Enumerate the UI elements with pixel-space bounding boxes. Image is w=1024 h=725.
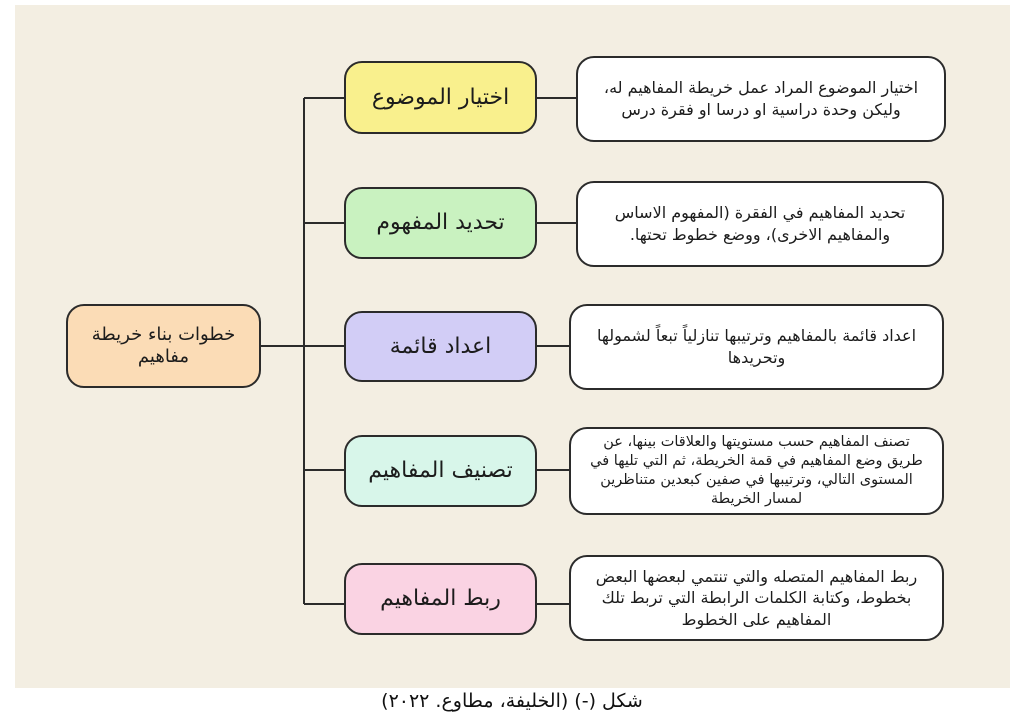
step-label-5: ربط المفاهيم bbox=[380, 586, 501, 612]
step-node-3 bbox=[344, 311, 537, 382]
step-description-4 bbox=[569, 427, 944, 515]
step-description-text-5: ربط المفاهيم المتصله والتي تنتمي لبعضها البعض بخطوط، وكتابة الكلمات الرابطة التي تربط تلك المفاهيم على الخطوط bbox=[595, 566, 918, 629]
step-node-4 bbox=[344, 435, 537, 507]
figure-caption: شكل (-) (الخليفة، مطاوع. ٢٠٢٢) bbox=[381, 690, 643, 712]
step-label-2: تحديد المفهوم bbox=[376, 210, 505, 236]
step-label-3: اعداد قائمة bbox=[389, 333, 492, 359]
step-description-text-3: اعداد قائمة بالمفاهيم وترتيبها تنازلياً تبعاً لشمولها وتحريدها bbox=[596, 326, 917, 367]
step-description-3 bbox=[569, 304, 944, 390]
root-node bbox=[66, 304, 261, 388]
step-description-text-4: تصنف المفاهيم حسب مستويتها والعلاقات بينها، عن طريق وضع المفاهيم في قمة الخريطة، ثم التي تليها في المستوى التالي، وترتيبها في صفين كبعدين متناظرين لمسار الخريطة bbox=[590, 434, 923, 507]
step-description-text-2: تحديد المفاهيم في الفقرة (المفهوم الاساس والمفاهيم الاخرى)، ووضع خطوط تحتها. bbox=[614, 203, 906, 244]
step-label-1: اختيار الموضوع bbox=[371, 84, 510, 110]
step-node-5 bbox=[344, 563, 537, 635]
step-description-2 bbox=[576, 181, 944, 267]
step-node-2 bbox=[344, 187, 537, 259]
step-description-5 bbox=[569, 555, 944, 641]
step-description-text-1: اختيار الموضوع المراد عمل خريطة المفاهيم له، وليكن وحدة دراسية او درسا او فقرة درس bbox=[603, 78, 919, 119]
step-node-1 bbox=[344, 61, 537, 134]
step-label-4: تصنيف المفاهيم bbox=[368, 458, 513, 484]
root-label: خطوات بناء خريطة مفاهيم bbox=[91, 323, 236, 367]
step-description-1 bbox=[576, 56, 946, 142]
